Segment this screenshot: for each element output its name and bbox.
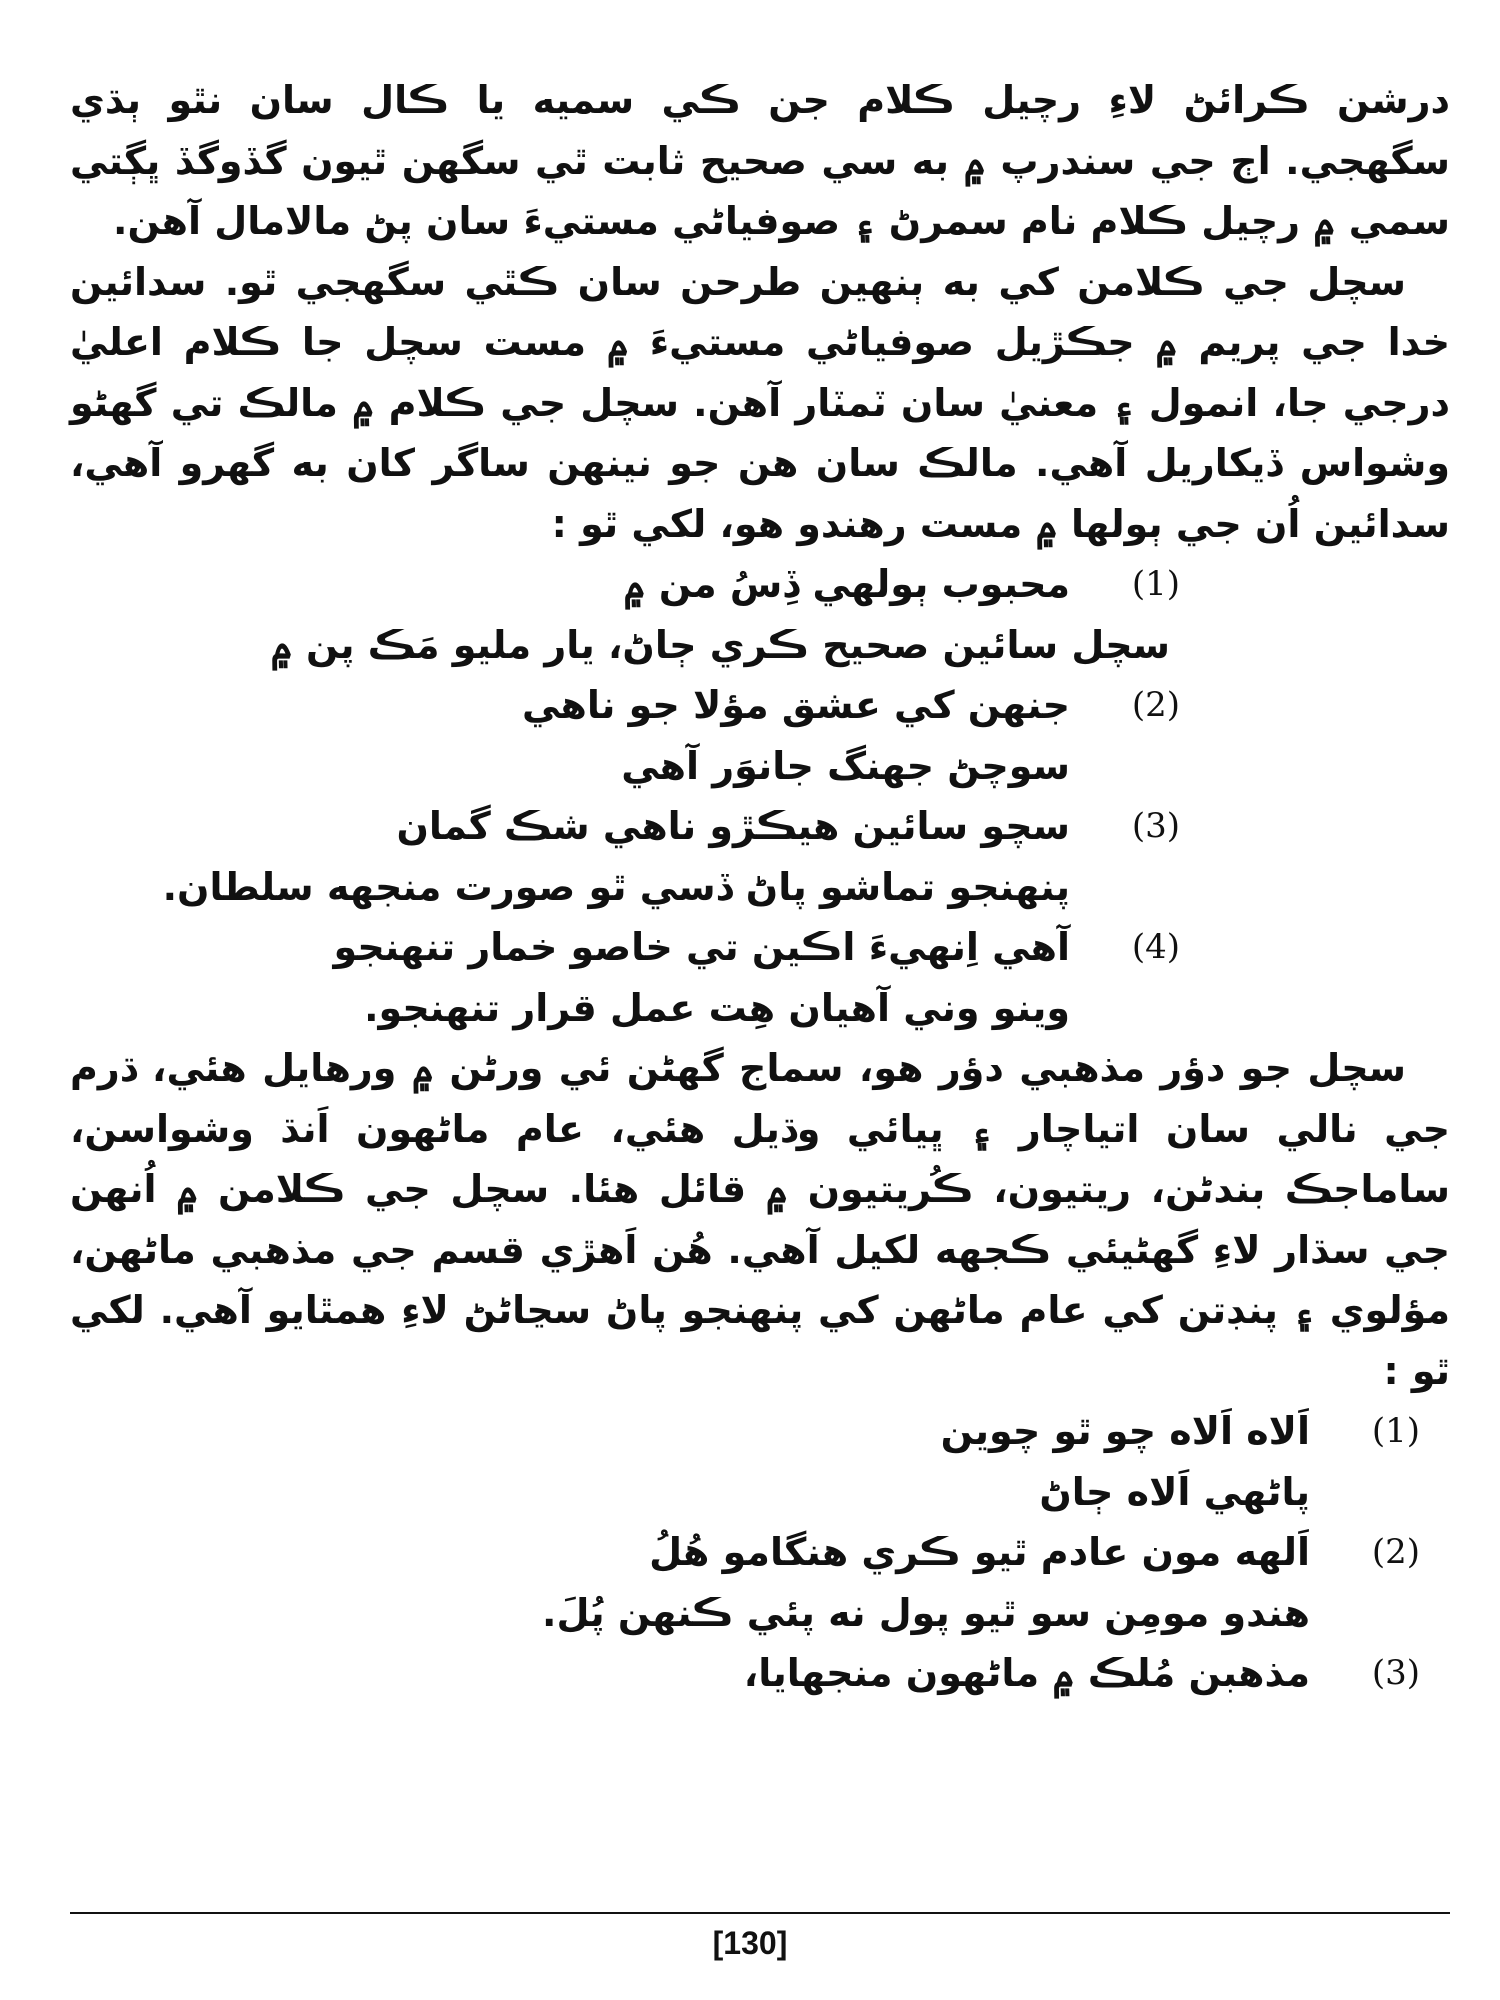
verse-lines	[70, 1643, 1310, 1704]
verse-lines	[70, 554, 1170, 675]
paragraph-1: درشن ڪرائڻ لاءِ رچيل ڪلام جن ڪي سميه يا ڪال سان نٿو ٻڌي سگهجي. اڄ جي سندرپ ۾ به سي صحيح ثابت ٿي سگهن ٿيون گڏوگڏ ڀڳتي سمي ۾ رچيل ڪلام نام سمرڻ ۽ صوفياڻي مستيءَ سان پڻ مالامال آهن.	[70, 78, 1450, 243]
verse-line: سوچڻ جهنگ جانوَر آهي	[621, 743, 1070, 788]
verse-line: سچو سائين هيڪڙو ناهي شڪ گمان	[396, 804, 1070, 848]
verse-a-2	[70, 675, 1180, 796]
verse-line: مذهبن مُلڪ ۾ ماڻهون منجهايا،	[743, 1651, 1310, 1695]
verse-lines	[70, 1401, 1310, 1522]
verse-number: (1)	[1371, 1411, 1420, 1451]
verse-number: (1)	[1131, 564, 1180, 604]
verse-line: اَلهه مون عادم ٿيو ڪري هنگامو هُلُ	[649, 1530, 1310, 1574]
verse-lines	[70, 1522, 1310, 1643]
verse-line: پنهنجو تماشو پاڻ ڏسي ٿو صورت منجهه سلطان.	[162, 864, 1070, 909]
page-number: [130]	[712, 1925, 788, 1961]
verse-line: اَلاه اَلاه چو ٿو چوين	[940, 1409, 1310, 1453]
verse-b-1	[70, 1401, 1420, 1522]
verse-number: (4)	[1131, 927, 1180, 967]
verse-b-2	[70, 1522, 1420, 1643]
verse-line: جنهن کي عشق مؤلا جو ناهي	[522, 683, 1070, 727]
verse-line: پاڻهي اَلاه ڄاڻ	[1039, 1469, 1310, 1514]
verse-line: آهي اِنهيءَ اڪين تي خاصو خمار تنهنجو	[333, 925, 1070, 969]
verse-number: (2)	[1131, 685, 1180, 725]
verse-lines	[70, 675, 1070, 796]
footer-divider	[70, 1912, 1450, 1914]
verse-lines	[70, 796, 1070, 917]
paragraph-3: سچل جو دؤر مذهبي دؤر هو، سماج گهڻن ئي ورڻن ۾ ورهايل هئي، ڌرم جي نالي سان اتياچار ۽ ڀيائي وڌيل هئي، عام ماڻهون اَنڌ وشواسن، ساماجڪ بندڻن، ريتيون، ڪُريتيون ۾ قائل هئا. سچل جي ڪلامن ۾ اُنهن جي سڌار لاءِ گهڻيئي ڪجهه لکيل آهي. هُن اَهڙي قسم جي مذهبي ماڻهن، مؤلوي ۽ پنڊتن کي عام ماڻهن کي پنهنجو پاڻ سڃاڻڻ لاءِ همٿايو آهي. لکي ٿو :	[70, 1046, 1450, 1393]
verse-line: هندو مومِن سو ٿيو پول نه پئي ڪنهن پُلَ.	[542, 1590, 1310, 1635]
paragraph-2: سچل جي ڪلامن کي به ٻنهين طرحن سان ڪٿي سگهجي ٿو. سدائين خدا جي پريم ۾ جڪڙيل صوفياڻي مستيءَ ۾ مست سچل جا ڪلام اعليٰ درجي جا، انمول ۽ معنيٰ سان ٽمٽار آهن. سچل جي ڪلام ۾ مالڪ تي گهڻو وشواس ڏيکاريل آهي. مالڪ سان هن جو نينهن ساگر کان به گهرو آهي، سدائين اُن جي ٻولها ۾ مست رهندو هو، لکي ٿو :	[70, 259, 1450, 546]
verse-a-4	[70, 917, 1180, 1038]
verse-number: (2)	[1371, 1532, 1420, 1572]
verse-b-3	[70, 1643, 1420, 1704]
body-text	[70, 70, 1450, 1704]
verse-line: سچل سائين صحيح ڪري ڄاڻ، يار مليو مَڪ پن ۾	[270, 622, 1170, 667]
verse-number: (3)	[1371, 1653, 1420, 1693]
verse-a-3	[70, 796, 1180, 917]
verse-a-1	[70, 554, 1180, 675]
verse-lines	[70, 917, 1070, 1038]
verse-line: وينو وني آهيان هِت عمل قرار تنهنجو.	[364, 985, 1070, 1030]
verse-line: محبوب ٻولهي ڏِسُ من ۾	[623, 562, 1070, 606]
verse-number: (3)	[1131, 806, 1180, 846]
